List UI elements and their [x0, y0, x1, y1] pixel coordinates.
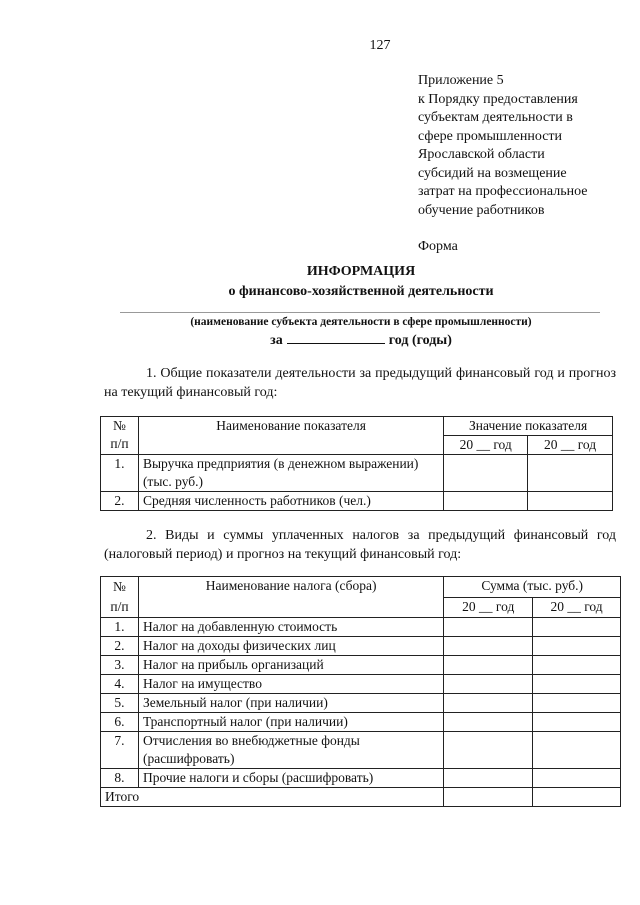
entity-name-caption: (наименование субъекта деятельности в сфере промышленности)	[190, 316, 532, 328]
value-cell[interactable]	[444, 618, 533, 637]
table-row	[101, 769, 621, 788]
row-num: 8.	[101, 769, 139, 788]
row-name: Отчисления во внебюджетные фонды (расшифровать)	[138, 732, 443, 769]
row-name: Средняя численность работников (чел.)	[138, 492, 443, 511]
col-header-num-line1: №	[113, 418, 126, 433]
col-header-num-line2: п/п	[110, 599, 129, 614]
col-header-num	[101, 577, 139, 618]
taxes-table	[100, 576, 621, 807]
period-blank[interactable]	[287, 330, 385, 344]
document-subtitle: о финансово-хозяйственной деятельности	[228, 284, 494, 299]
row-name: Налог на доходы физических лиц	[138, 637, 443, 656]
col-header-num-line2: п/п	[110, 436, 129, 451]
row-name: Выручка предприятия (в денежном выражении) (тыс. руб.)	[138, 455, 443, 492]
row-num: 7.	[101, 732, 139, 769]
page-number: 127	[369, 38, 391, 53]
table-row	[101, 492, 613, 511]
col-header-name: Наименование налога (сбора)	[138, 577, 443, 618]
value-cell[interactable]	[533, 656, 621, 675]
section2-text: 2. Виды и суммы уплаченных налогов за предыдущий финансовый год (налоговый период) и прогноз на текущий финансовый год:	[104, 528, 616, 562]
table-row	[101, 675, 621, 694]
col-header-value: Значение показателя	[444, 417, 613, 436]
appendix-block	[418, 72, 628, 257]
indicators-table	[100, 416, 613, 511]
col-header-num	[101, 417, 139, 455]
value-cell[interactable]	[533, 788, 621, 807]
row-name: Налог на добавленную стоимость	[138, 618, 443, 637]
value-cell[interactable]	[533, 732, 621, 769]
row-name: Транспортный налог (при наличии)	[138, 713, 443, 732]
value-cell[interactable]	[533, 694, 621, 713]
value-cell[interactable]	[444, 656, 533, 675]
row-name: Прочие налоги и сборы (расшифровать)	[138, 769, 443, 788]
total-label: Итого	[101, 788, 444, 807]
col-header-name: Наименование показателя	[138, 417, 443, 455]
value-cell[interactable]	[444, 713, 533, 732]
appendix-line: Приложение 5	[418, 73, 504, 88]
appendix-line: сфере промышленности	[418, 128, 563, 144]
value-cell[interactable]	[533, 675, 621, 694]
row-num: 5.	[101, 694, 139, 713]
value-cell[interactable]	[444, 675, 533, 694]
period-line	[0, 330, 640, 349]
appendix-line: затрат на профессиональное	[418, 184, 588, 199]
section1-text: 1. Общие показатели деятельности за предыдущий финансовый год и прогноз на текущий финансовый год:	[104, 366, 616, 400]
col-header-year: 20 __ год	[444, 436, 528, 455]
value-cell[interactable]	[528, 455, 613, 492]
table-row	[101, 455, 613, 492]
col-header-num-line1: №	[113, 579, 126, 594]
total-row	[101, 788, 621, 807]
value-cell[interactable]	[533, 769, 621, 788]
col-header-year: 20 __ год	[528, 436, 613, 455]
table-row	[101, 656, 621, 675]
value-cell[interactable]	[444, 492, 528, 511]
row-name: Налог на прибыль организаций	[138, 656, 443, 675]
row-name: Земельный налог (при наличии)	[138, 694, 443, 713]
value-cell[interactable]	[444, 769, 533, 788]
period-prefix: за	[270, 333, 283, 348]
value-cell[interactable]	[528, 492, 613, 511]
appendix-line: Ярославской области	[418, 147, 545, 162]
row-num: 2.	[101, 637, 139, 656]
value-cell[interactable]	[444, 455, 528, 492]
value-cell[interactable]	[444, 788, 533, 807]
table-row	[101, 637, 621, 656]
row-num: 2.	[101, 492, 139, 511]
row-num: 6.	[101, 713, 139, 732]
value-cell[interactable]	[533, 618, 621, 637]
table-row	[101, 694, 621, 713]
form-label: Форма	[418, 239, 458, 254]
col-header-year: 20 __ год	[444, 597, 533, 618]
document-heading	[0, 262, 640, 302]
col-header-value: Сумма (тыс. руб.)	[444, 577, 621, 598]
table-row	[101, 732, 621, 769]
appendix-line: субсидий на возмещение	[418, 165, 567, 181]
value-cell[interactable]	[533, 713, 621, 732]
row-num: 4.	[101, 675, 139, 694]
value-cell[interactable]	[444, 637, 533, 656]
row-num: 1.	[101, 455, 139, 492]
row-num: 1.	[101, 618, 139, 637]
appendix-line: к Порядку предоставления	[418, 91, 578, 107]
row-name: Налог на имущество	[138, 675, 443, 694]
appendix-line: субъектам деятельности в	[418, 110, 573, 125]
value-cell[interactable]	[444, 694, 533, 713]
table-row	[101, 713, 621, 732]
table-row	[101, 618, 621, 637]
row-num: 3.	[101, 656, 139, 675]
entity-name-line[interactable]	[120, 312, 600, 313]
period-suffix: год (годы)	[388, 333, 452, 348]
value-cell[interactable]	[533, 637, 621, 656]
col-header-year: 20 __ год	[533, 597, 621, 618]
appendix-line: обучение работников	[418, 202, 545, 218]
document-title: ИНФОРМАЦИЯ	[306, 264, 416, 279]
value-cell[interactable]	[444, 732, 533, 769]
